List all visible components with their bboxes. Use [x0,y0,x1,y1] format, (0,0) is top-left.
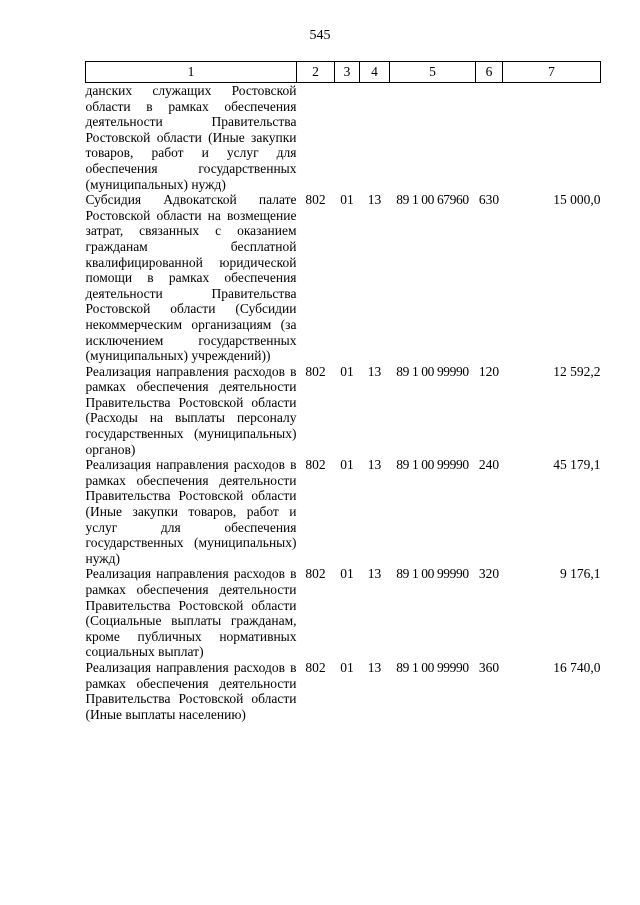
cell-target-article: 89 1 00 99990 [396,566,469,582]
cell-expense-type: 240 [478,457,500,473]
column-header: 6 [476,62,503,83]
table-row [86,566,601,660]
column-header: 3 [335,62,360,83]
cell-section: 01 [340,363,354,379]
column-header: 4 [360,62,390,83]
cell-section: 01 [340,457,354,473]
row-description: Реализация направления расходов в рамках обеспечения деятельности Правительства Ростовской области (Иные выплаты населению) [85,659,297,722]
cell-subsection: 13 [367,457,382,473]
cell-amount: 9 176,1 [560,566,601,582]
cell-subsection: 13 [367,363,382,379]
cell-ministry-code [297,83,335,193]
table-row [86,457,601,566]
table-row [86,83,601,193]
cell-expense-type: 320 [478,566,500,582]
cell-expense-type [476,83,503,193]
column-header: 7 [503,62,601,83]
cell-amount: 16 740,0 [553,659,601,675]
cell-ministry-code: 802 [305,566,326,582]
cell-amount: 12 592,2 [553,363,601,379]
row-description: данских служащих Ростовской области в рамках обеспечения деятельности Правительства Ростовской области (Иные закупки товаров, работ и услуг для обеспечения государственных (муниципальных) нужд) [85,83,297,192]
cell-expense-type: 360 [478,659,500,675]
page-number: 545 [309,28,331,43]
cell-amount [503,83,601,193]
row-description: Реализация направления расходов в рамках обеспечения деятельности Правительства Ростовской области (Социальные выплаты гражданам, кроме публичных нормативных социальных выплат) [85,566,297,660]
cell-target-article [390,83,476,193]
cell-expense-type: 120 [478,363,500,379]
table-row [86,660,601,722]
cell-subsection: 13 [367,659,382,675]
column-header: 1 [86,62,297,83]
cell-target-article: 89 1 00 99990 [396,363,469,379]
cell-target-article: 89 1 00 99990 [396,457,469,473]
cell-section: 01 [340,566,354,582]
cell-section [335,83,360,193]
cell-ministry-code: 802 [305,457,326,473]
header-row [86,62,601,83]
column-header: 5 [390,62,476,83]
cell-expense-type: 630 [478,192,500,208]
row-description: Реализация направления расходов в рамках обеспечения деятельности Правительства Ростовской области (Расходы на выплаты персоналу государственных (муниципальных) органов) [85,363,297,457]
cell-target-article: 89 1 00 67960 [396,192,469,208]
table-row [86,192,601,364]
cell-ministry-code: 802 [305,363,326,379]
cell-target-article: 89 1 00 99990 [396,659,469,675]
budget-table [85,61,601,722]
cell-ministry-code: 802 [305,192,326,208]
cell-ministry-code: 802 [305,659,326,675]
cell-amount: 45 179,1 [553,457,601,473]
cell-subsection: 13 [367,566,382,582]
cell-section: 01 [340,659,354,675]
cell-section: 01 [340,192,354,208]
cell-subsection [360,83,390,193]
row-description: Реализация направления расходов в рамках обеспечения деятельности Правительства Ростовской области (Иные закупки товаров, работ и услуг для обеспечения государственных (муниципальных) нужд) [85,457,297,566]
row-description: Субсидия Адвокатской палате Ростовской области на возмещение затрат, связанных с оказанием гражданам бесплатной квалифицированной юридической помощи в рамках обеспечения деятельности Правительства Ростовской области (Субсидии некоммерческим организациям (за исключением государственных (муниципальных) учреждений)) [85,192,297,364]
cell-subsection: 13 [367,192,382,208]
cell-amount: 15 000,0 [553,192,601,208]
table-row [86,364,601,458]
column-header: 2 [297,62,335,83]
